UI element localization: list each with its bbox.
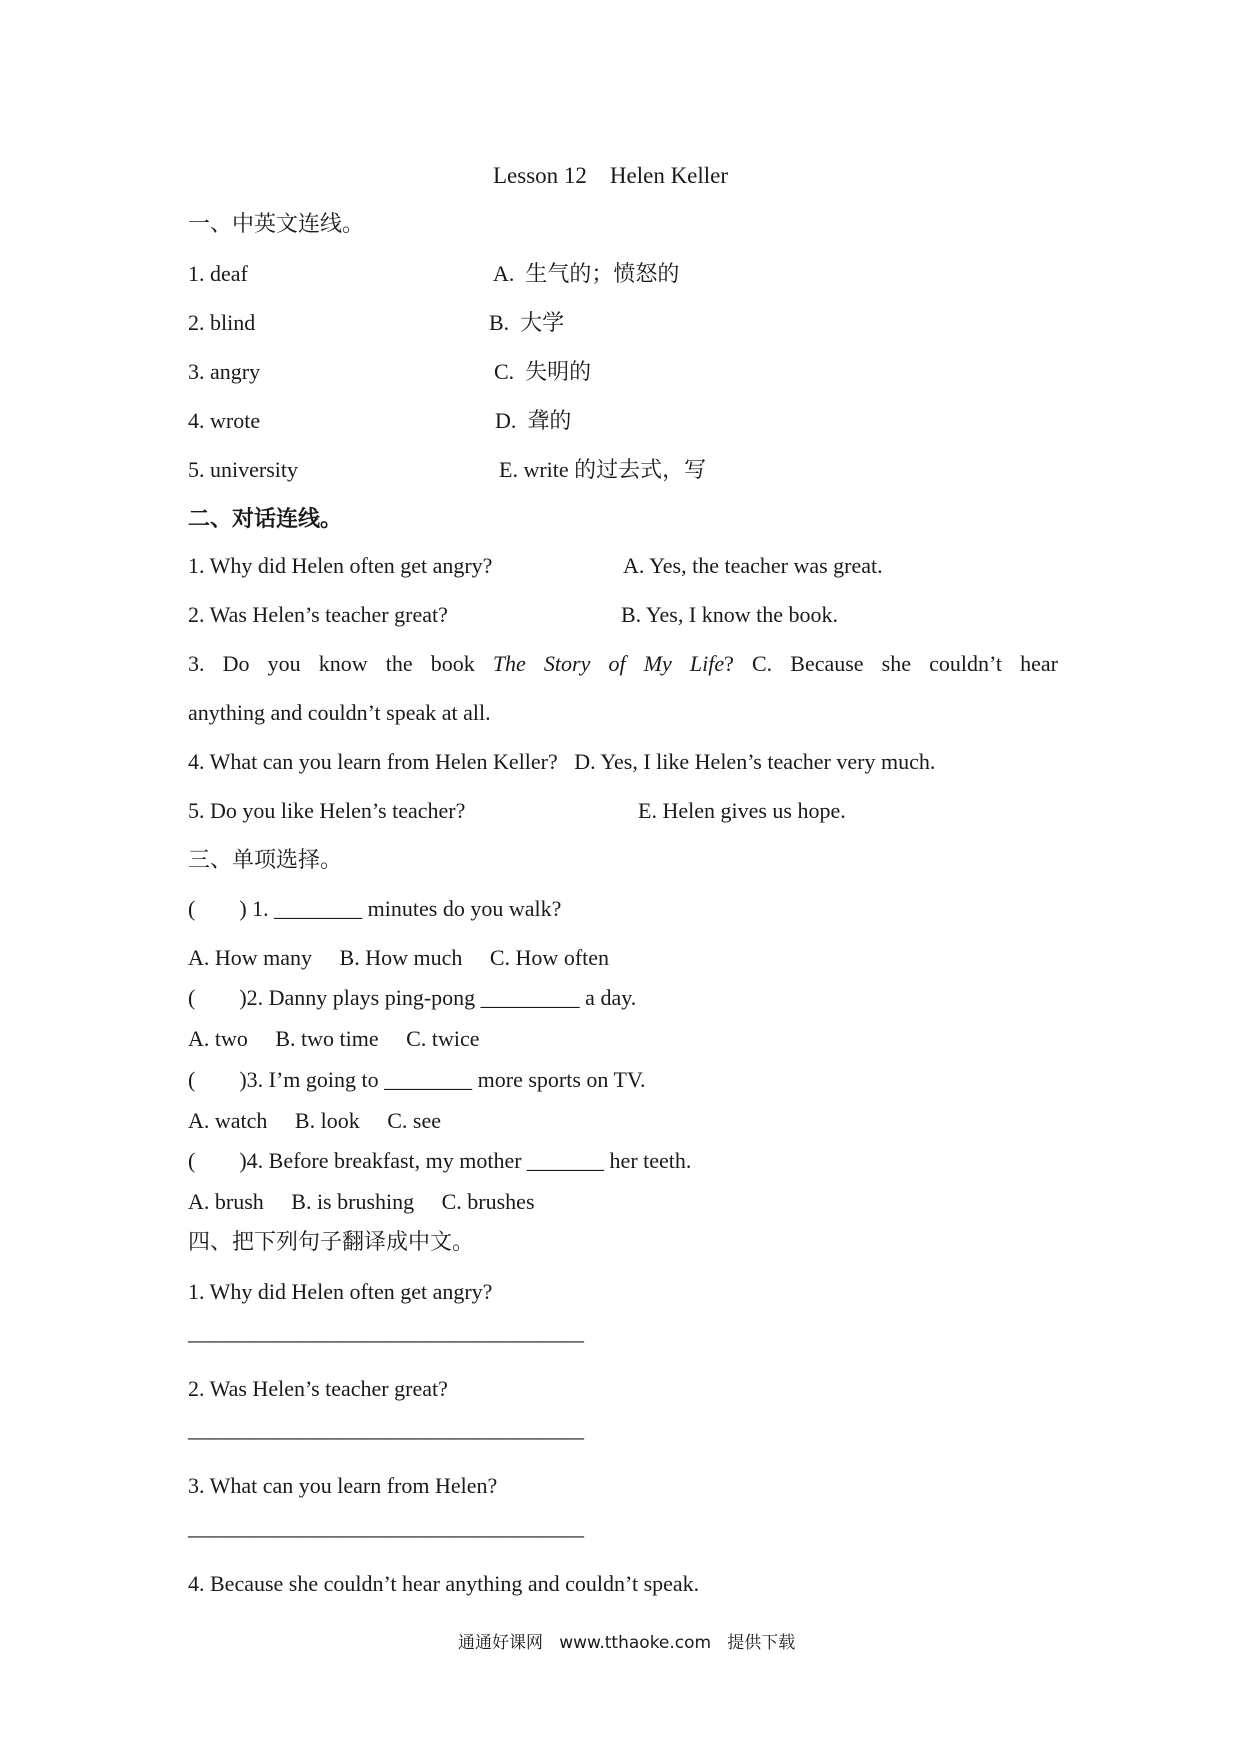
section1-heading: 一、中英文连线。 — [188, 211, 365, 236]
section2-heading: 二、对话连线。 — [188, 506, 343, 531]
dialogue-answer-e: E. Helen gives us hope. — [638, 798, 846, 823]
translate-sentence-3: 3. What can you learn from Helen? — [188, 1473, 498, 1498]
match-word-5: 5. university — [188, 457, 298, 482]
choice-options-1: A. How many B. How much C. How often — [188, 945, 610, 970]
book-title: The Story of My Life — [492, 651, 725, 676]
translate-sentence-2: 2. Was Helen’s teacher great? — [188, 1376, 448, 1401]
dialogue-answer-c: ? C. Because she couldn’t hear — [724, 651, 1058, 676]
dialogue-answer-a: A. Yes, the teacher was great. — [623, 553, 883, 578]
match-word-1: 1. deaf — [188, 261, 248, 286]
match-meaning-a: A. 生气的；愤怒的 — [493, 261, 680, 286]
answer-line-3: —————————————————— — [188, 1522, 584, 1547]
page-title: Lesson 12 Helen Keller — [493, 163, 729, 188]
match-meaning-b: B. 大学 — [489, 310, 565, 335]
translate-sentence-4: 4. Because she couldn’t hear anything and couldn’t speak. — [188, 1571, 700, 1596]
dialogue-question-2: 2. Was Helen’s teacher great? — [188, 602, 448, 627]
answer-line-2: —————————————————— — [188, 1424, 584, 1449]
translate-sentence-1: 1. Why did Helen often get angry? — [188, 1279, 493, 1304]
dialogue-question-4: 4. What can you learn from Helen Keller? D. Yes, I like Helen’s teacher very much. — [188, 749, 936, 774]
dialogue-answer-c-continued: anything and couldn’t speak at all. — [188, 700, 491, 725]
match-meaning-c: C. 失明的 — [494, 359, 592, 384]
match-word-2: 2. blind — [188, 310, 256, 335]
match-meaning-e: E. write 的过去式，写 — [499, 457, 707, 482]
section4-heading: 四、把下列句子翻译成中文。 — [188, 1229, 475, 1254]
match-meaning-d: D. 聋的 — [495, 408, 572, 433]
dialogue-answer-b: B. Yes, I know the book. — [621, 602, 838, 627]
answer-line-1: —————————————————— — [188, 1327, 584, 1352]
dialogue-question-5: 5. Do you like Helen’s teacher? — [188, 798, 466, 823]
choice-question-2: ( )2. Danny plays ping-pong _________ a day. — [188, 985, 637, 1010]
choice-question-1: ( ) 1. ________ minutes do you walk? — [188, 896, 562, 921]
section3-heading: 三、单项选择。 — [188, 847, 343, 872]
dialogue-question-1: 1. Why did Helen often get angry? — [188, 553, 493, 578]
choice-options-2: A. two B. two time C. twice — [188, 1026, 480, 1051]
match-word-4: 4. wrote — [188, 408, 261, 433]
choice-options-4: A. brush B. is brushing C. brushes — [188, 1189, 535, 1214]
choice-options-3: A. watch B. look C. see — [188, 1108, 441, 1133]
dialogue-question-3 — [188, 651, 1058, 677]
dialogue-question-3-text: 3. Do you know the book — [188, 651, 493, 676]
choice-question-4: ( )4. Before breakfast, my mother _______ her teeth. — [188, 1148, 692, 1173]
footer-credit: 通通好课网 www.tthaoke.com 提供下载 — [458, 1633, 796, 1653]
match-word-3: 3. angry — [188, 359, 261, 384]
choice-question-3: ( )3. I’m going to ________ more sports on TV. — [188, 1067, 646, 1092]
